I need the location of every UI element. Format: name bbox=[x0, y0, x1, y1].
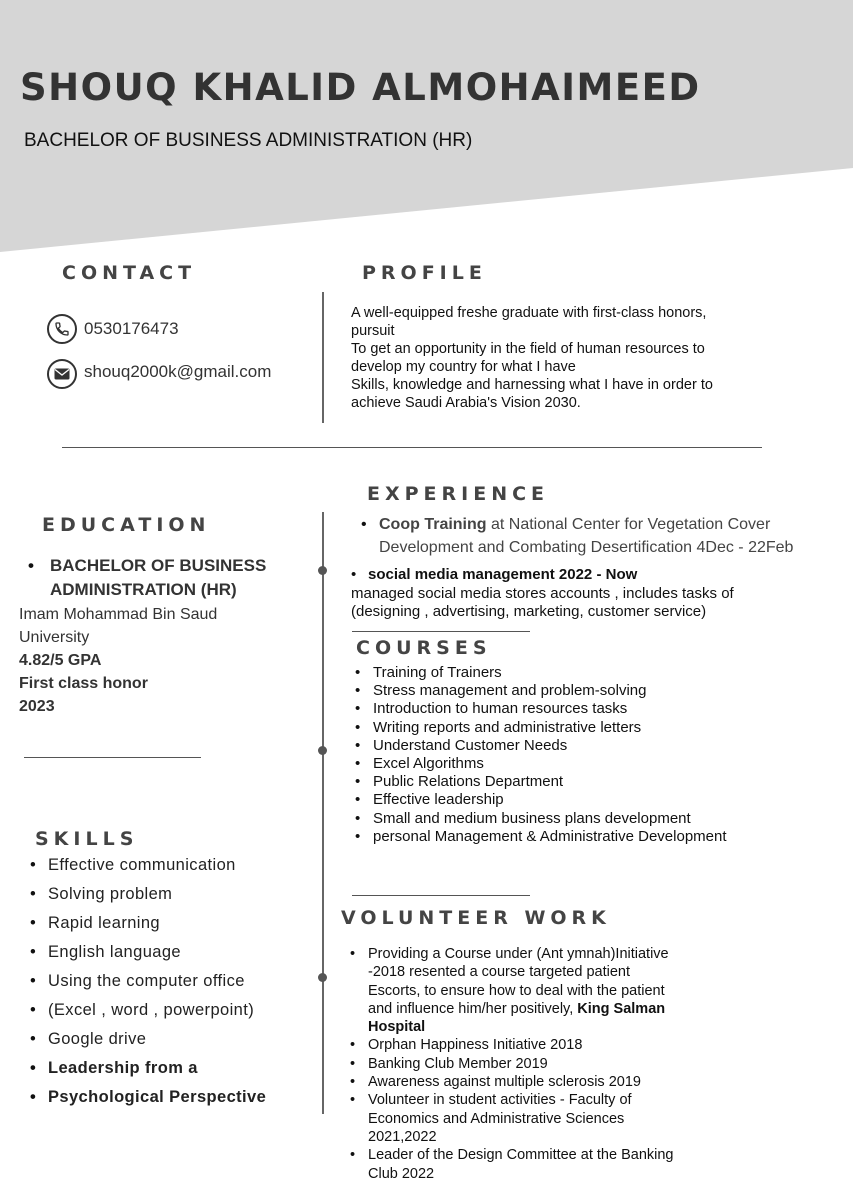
volunteer-line: • Awareness against multiple sclerosis 2019 bbox=[368, 1074, 641, 1091]
education-honor: First class honor bbox=[19, 675, 148, 692]
volunteer-org: King Salman bbox=[577, 1000, 666, 1017]
volunteer-line: Escorts, to ensure how to deal with the patient bbox=[368, 982, 665, 999]
profile-line: Skills, knowledge and harnessing what I have in order to bbox=[351, 377, 713, 393]
volunteer-item bbox=[350, 1055, 780, 1073]
volunteer-item bbox=[350, 1091, 780, 1146]
skills-list bbox=[30, 851, 315, 1112]
profile-divider bbox=[322, 292, 324, 423]
education-university: University bbox=[19, 629, 90, 646]
course-item: • Writing reports and administrative letters bbox=[355, 719, 835, 737]
course-item: • personal Management & Administrative Development bbox=[355, 828, 835, 846]
skill-item: • Solving problem bbox=[30, 880, 315, 909]
volunteer-line: • Providing a Course under (Ant ymnah)Initiative bbox=[368, 946, 669, 962]
volunteer-org: Hospital bbox=[368, 1019, 426, 1036]
profile-line: pursuit bbox=[351, 323, 395, 339]
resume-degree-title: BACHELOR OF BUSINESS ADMINISTRATION (HR) bbox=[24, 130, 473, 151]
course-item: • Training of Trainers bbox=[355, 664, 835, 682]
courses-divider bbox=[352, 895, 530, 896]
experience-detail: managed social media stores accounts , includes tasks of bbox=[351, 584, 734, 602]
phone-icon bbox=[47, 314, 77, 344]
course-item: • Stress management and problem-solving bbox=[355, 682, 835, 700]
education-heading: EDUCATION bbox=[42, 514, 211, 536]
volunteer-line: 2021,2022 bbox=[368, 1128, 437, 1145]
contact-email[interactable]: shouq2000k@gmail.com bbox=[84, 362, 272, 381]
skill-item: • Rapid learning bbox=[30, 909, 315, 938]
volunteer-line: Economics and Administrative Sciences bbox=[368, 1110, 625, 1127]
timeline-dot bbox=[318, 566, 327, 575]
course-item: • Understand Customer Needs bbox=[355, 737, 835, 755]
education-list bbox=[28, 554, 313, 602]
volunteer-line: • Orphan Happiness Initiative 2018 bbox=[368, 1037, 583, 1054]
contact-phone[interactable]: 0530176473 bbox=[84, 319, 179, 338]
experience-item-2 bbox=[351, 566, 821, 622]
skill-item-continuation bbox=[30, 996, 315, 1025]
volunteer-line: • Banking Club Member 2019 bbox=[368, 1055, 548, 1072]
bullet-icon: • bbox=[351, 566, 357, 583]
experience-list bbox=[361, 513, 841, 559]
timeline-line bbox=[322, 512, 324, 1114]
resume-name: SHOUQ KHALID ALMOHAIMEED bbox=[20, 66, 701, 109]
timeline-dot bbox=[318, 746, 327, 755]
education-year: 2023 bbox=[19, 698, 55, 715]
education-details bbox=[19, 603, 217, 718]
courses-list bbox=[355, 664, 835, 846]
skill-item-continuation bbox=[30, 1083, 315, 1112]
volunteer-list bbox=[350, 945, 780, 1183]
skills-heading: SKILLS bbox=[35, 828, 139, 850]
skill-item: • Google drive bbox=[30, 1025, 315, 1054]
education-gpa: 4.82/5 GPA bbox=[19, 652, 102, 669]
education-university: Imam Mohammad Bin Saud bbox=[19, 606, 218, 623]
courses-heading: COURSES bbox=[356, 637, 492, 659]
course-item: • Effective leadership bbox=[355, 791, 835, 809]
education-degree-line: • BACHELOR OF BUSINESS bbox=[50, 556, 267, 575]
volunteer-line: • Leader of the Design Committee at the Banking bbox=[368, 1147, 674, 1164]
skill-item: • Effective communication bbox=[30, 851, 315, 880]
volunteer-line: • Volunteer in student activities - Faculty of bbox=[368, 1092, 632, 1109]
profile-line: develop my country for what I have bbox=[351, 359, 576, 375]
skill-item-text: Psychological Perspective bbox=[48, 1088, 267, 1106]
skill-item-text: (Excel , word , powerpoint) bbox=[48, 1001, 255, 1019]
experience-divider bbox=[352, 631, 530, 632]
skill-item: • English language bbox=[30, 938, 315, 967]
skill-item: • Using the computer office bbox=[30, 967, 315, 996]
profile-line: To get an opportunity in the field of human resources to bbox=[351, 341, 705, 357]
profile-line: A well-equipped freshe graduate with first-class honors, bbox=[351, 305, 707, 321]
experience-role: social media management 2022 - Now bbox=[368, 566, 638, 583]
volunteer-item bbox=[350, 1146, 780, 1183]
volunteer-heading: VOLUNTEER WORK bbox=[341, 907, 611, 929]
experience-role: Coop Training bbox=[379, 516, 487, 533]
course-item: • Introduction to human resources tasks bbox=[355, 700, 835, 718]
section-divider bbox=[62, 447, 762, 448]
volunteer-item bbox=[350, 1036, 780, 1054]
experience-heading: EXPERIENCE bbox=[367, 483, 550, 505]
email-icon bbox=[47, 359, 77, 389]
volunteer-line: -2018 resented a course targeted patient bbox=[368, 964, 630, 981]
profile-text bbox=[351, 304, 761, 412]
contact-heading: CONTACT bbox=[62, 262, 197, 284]
volunteer-line: and influence him/her positively, bbox=[368, 1000, 578, 1017]
course-item: • Public Relations Department bbox=[355, 773, 835, 791]
volunteer-line: Club 2022 bbox=[368, 1165, 435, 1182]
experience-item bbox=[361, 513, 841, 559]
profile-heading: PROFILE bbox=[362, 262, 487, 284]
experience-org: at National Center for Vegetation Cover bbox=[486, 516, 771, 533]
volunteer-item bbox=[350, 1073, 780, 1091]
experience-detail: Development and Combating Desertification 4Dec - 22Feb bbox=[379, 539, 794, 556]
education-degree-line: ADMINISTRATION (HR) bbox=[50, 580, 237, 599]
timeline-dot bbox=[318, 973, 327, 982]
course-item: • Excel Algorithms bbox=[355, 755, 835, 773]
education-divider bbox=[24, 757, 201, 758]
course-item: • Small and medium business plans development bbox=[355, 810, 835, 828]
education-degree bbox=[28, 554, 313, 602]
experience-detail: (designing , advertising, marketing, customer service) bbox=[351, 603, 707, 620]
profile-line: achieve Saudi Arabia's Vision 2030. bbox=[351, 395, 581, 411]
volunteer-item bbox=[350, 945, 780, 1036]
skill-item: • Leadership from a bbox=[30, 1054, 315, 1083]
